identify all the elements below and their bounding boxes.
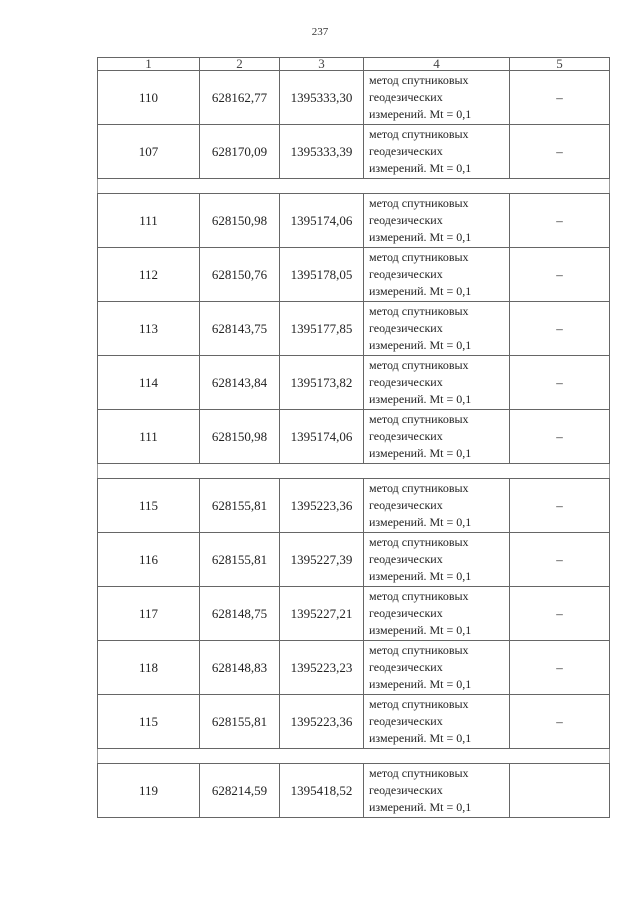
method-cell [364,410,510,464]
point-number-cell: 114 [98,356,200,410]
note-cell: – [510,248,610,302]
method-cell [364,71,510,125]
table-row [98,533,610,587]
table-row [98,479,610,533]
y-coordinate-cell: 1395174,06 [280,194,364,248]
note-cell: – [510,356,610,410]
table-row [98,302,610,356]
table-row [98,125,610,179]
y-coordinate-cell: 1395418,52 [280,764,364,818]
point-number-cell: 115 [98,479,200,533]
method-cell [364,194,510,248]
y-coordinate-cell: 1395223,23 [280,641,364,695]
method-cell [364,248,510,302]
header-row [98,58,610,71]
method-line: измерений. Mt = 0,1 [369,731,472,745]
method-cell [364,356,510,410]
y-coordinate-cell: 1395178,05 [280,248,364,302]
method-line: геодезических [369,498,443,512]
y-coordinate-cell: 1395227,21 [280,587,364,641]
point-number-cell: 115 [98,695,200,749]
method-line: метод спутниковых [369,589,469,603]
table-header [98,58,610,71]
separator-cell [98,464,610,479]
method-line: геодезических [369,375,443,389]
y-coordinate-cell: 1395333,30 [280,71,364,125]
method-line: измерений. Mt = 0,1 [369,161,472,175]
method-cell [364,587,510,641]
method-line: метод спутниковых [369,412,469,426]
x-coordinate-cell: 628150,98 [200,410,280,464]
column-header-4: 4 [364,58,510,71]
note-cell: – [510,194,610,248]
point-number-cell: 107 [98,125,200,179]
note-cell: – [510,302,610,356]
table-row [98,764,610,818]
y-coordinate-cell: 1395173,82 [280,356,364,410]
x-coordinate-cell: 628150,98 [200,194,280,248]
method-line: метод спутниковых [369,73,469,87]
coordinates-table [97,57,610,818]
method-line: измерений. Mt = 0,1 [369,392,472,406]
y-coordinate-cell: 1395174,06 [280,410,364,464]
x-coordinate-cell: 628170,09 [200,125,280,179]
x-coordinate-cell: 628155,81 [200,479,280,533]
method-line: измерений. Mt = 0,1 [369,338,472,352]
y-coordinate-cell: 1395227,39 [280,533,364,587]
method-line: метод спутниковых [369,481,469,495]
note-cell: – [510,479,610,533]
method-line: геодезических [369,213,443,227]
table-row [98,71,610,125]
method-line: метод спутниковых [369,250,469,264]
method-line: измерений. Mt = 0,1 [369,107,472,121]
point-number-cell: 117 [98,587,200,641]
x-coordinate-cell: 628155,81 [200,533,280,587]
method-line: метод спутниковых [369,196,469,210]
method-line: геодезических [369,90,443,104]
point-number-cell: 110 [98,71,200,125]
y-coordinate-cell: 1395223,36 [280,479,364,533]
note-cell: – [510,125,610,179]
x-coordinate-cell: 628150,76 [200,248,280,302]
point-number-cell: 111 [98,194,200,248]
method-line: геодезических [369,552,443,566]
method-line: метод спутниковых [369,358,469,372]
method-line: метод спутниковых [369,127,469,141]
table-row [98,695,610,749]
separator-cell [98,179,610,194]
method-line: измерений. Mt = 0,1 [369,284,472,298]
method-line: измерений. Mt = 0,1 [369,800,472,814]
method-cell [364,695,510,749]
x-coordinate-cell: 628148,75 [200,587,280,641]
table-row [98,410,610,464]
x-coordinate-cell: 628148,83 [200,641,280,695]
x-coordinate-cell: 628143,84 [200,356,280,410]
y-coordinate-cell: 1395177,85 [280,302,364,356]
point-number-cell: 111 [98,410,200,464]
x-coordinate-cell: 628214,59 [200,764,280,818]
table-row [98,194,610,248]
note-cell: – [510,695,610,749]
method-line: измерений. Mt = 0,1 [369,677,472,691]
y-coordinate-cell: 1395223,36 [280,695,364,749]
point-number-cell: 116 [98,533,200,587]
method-line: измерений. Mt = 0,1 [369,446,472,460]
method-line: метод спутниковых [369,304,469,318]
method-cell [364,125,510,179]
x-coordinate-cell: 628162,77 [200,71,280,125]
point-number-cell: 119 [98,764,200,818]
method-cell [364,641,510,695]
point-number-cell: 118 [98,641,200,695]
group-separator [98,179,610,194]
method-line: метод спутниковых [369,697,469,711]
method-line: измерений. Mt = 0,1 [369,515,472,529]
page-number: 237 [311,26,329,38]
separator-cell [98,749,610,764]
column-header-3: 3 [280,58,364,71]
table-row [98,248,610,302]
method-line: геодезических [369,660,443,674]
method-line: метод спутниковых [369,643,469,657]
x-coordinate-cell: 628143,75 [200,302,280,356]
note-cell: – [510,587,610,641]
point-number-cell: 112 [98,248,200,302]
method-cell [364,302,510,356]
note-cell: – [510,410,610,464]
method-line: геодезических [369,267,443,281]
table-row [98,641,610,695]
method-cell [364,764,510,818]
method-line: измерений. Mt = 0,1 [369,230,472,244]
method-line: геодезических [369,783,443,797]
method-line: геодезических [369,714,443,728]
note-cell: – [510,71,610,125]
method-cell [364,533,510,587]
method-line: измерений. Mt = 0,1 [369,623,472,637]
method-line: геодезических [369,429,443,443]
point-number-cell: 113 [98,302,200,356]
table-row [98,356,610,410]
method-line: метод спутниковых [369,535,469,549]
method-cell [364,479,510,533]
note-cell: – [510,641,610,695]
y-coordinate-cell: 1395333,39 [280,125,364,179]
group-separator [98,749,610,764]
x-coordinate-cell: 628155,81 [200,695,280,749]
note-cell [510,764,610,818]
method-line: измерений. Mt = 0,1 [369,569,472,583]
method-line: геодезических [369,321,443,335]
column-header-2: 2 [200,58,280,71]
method-line: метод спутниковых [369,766,469,780]
column-header-1: 1 [98,58,200,71]
note-cell: – [510,533,610,587]
table-body [98,71,610,818]
column-header-5: 5 [510,58,610,71]
method-line: геодезических [369,606,443,620]
table-row [98,587,610,641]
method-line: геодезических [369,144,443,158]
group-separator [98,464,610,479]
